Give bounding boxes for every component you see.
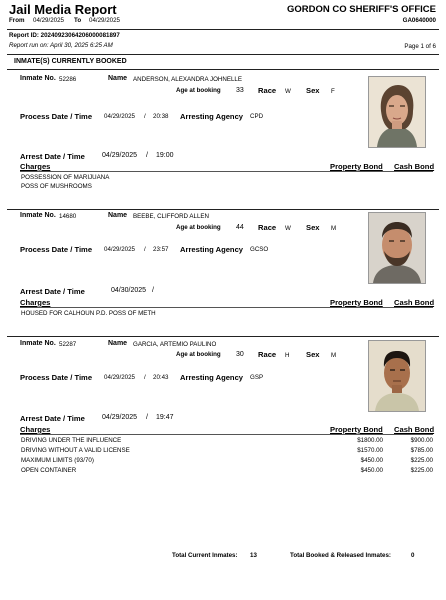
arresting-label: Arresting Agency [180, 373, 244, 382]
cash-bond-header: Cash Bond [394, 298, 435, 307]
charges-divider [20, 434, 433, 435]
record-divider [7, 209, 439, 210]
total-current-label: Total Current Inmates: [172, 552, 238, 559]
cash-bond-header: Cash Bond [394, 162, 435, 171]
charges-header: Charges [20, 425, 51, 434]
arrest-time: 19:00 [156, 152, 174, 159]
arrest-label: Arrest Date / Time [20, 414, 85, 423]
inmate-no: 52287 [59, 341, 77, 348]
inmate-no-label: Inmate No. [20, 212, 56, 219]
sex-value: F [331, 88, 335, 95]
report-run-on: Report run on: April 30, 2025 6:25 AM [9, 42, 113, 49]
property-bond-value: $1800.00 [357, 437, 383, 444]
report-id: Report ID: 20240923064206000081897 [9, 32, 120, 39]
property-bond-value: $1570.00 [357, 447, 383, 454]
sex-label: Sex [306, 86, 320, 95]
race-label: Race [258, 223, 277, 232]
from-date: 04/29/2025 [33, 17, 64, 24]
section-divider-bottom [7, 69, 439, 70]
mugshot-photo [368, 76, 426, 148]
to-date: 04/29/2025 [89, 17, 120, 24]
property-bond-value: $450.00 [360, 457, 383, 464]
age-label: Age at booking [176, 224, 221, 231]
mugshot-photo [368, 340, 426, 412]
age-value: 33 [236, 87, 244, 94]
charge-desc: MAXIMUM LIMITS (93/70) [21, 457, 94, 464]
total-released-label: Total Booked & Released Inmates: [290, 552, 391, 559]
age-value: 30 [236, 351, 244, 358]
age-label: Age at booking [176, 87, 221, 94]
name-label: Name [108, 212, 128, 219]
name-label: Name [108, 340, 128, 347]
slash: / [152, 287, 154, 294]
to-label: To [74, 17, 82, 24]
sex-label: Sex [306, 350, 320, 359]
inmate-no: 52286 [59, 76, 77, 83]
agency-code: GA0640000 [402, 17, 436, 24]
inmate-name: ANDERSON, ALEXANDRA JOHNELLE [133, 76, 243, 83]
slash: / [146, 152, 148, 159]
slash: / [144, 113, 146, 120]
inmate-no-label: Inmate No. [20, 75, 56, 82]
property-bond-header: Property Bond [330, 425, 383, 434]
charge-desc: DRIVING WITHOUT A VALID LICENSE [21, 447, 130, 454]
race-label: Race [258, 86, 277, 95]
page-number: Page 1 of 6 [404, 43, 436, 50]
charge-desc: DRIVING UNDER THE INFLUENCE [21, 437, 122, 444]
charges-divider [20, 171, 433, 172]
from-label: From [9, 17, 25, 24]
section-title: INMATE(S) CURRENTLY BOOKED [14, 58, 127, 65]
arresting-agency: GSP [250, 374, 264, 381]
cash-bond-value: $900.00 [410, 437, 433, 444]
slash: / [144, 374, 146, 381]
age-label: Age at booking [176, 351, 221, 358]
process-label: Process Date / Time [20, 112, 93, 121]
age-value: 44 [236, 224, 244, 231]
process-date: 04/29/2025 [104, 374, 135, 381]
arresting-label: Arresting Agency [180, 112, 244, 121]
race-value: H [285, 352, 290, 359]
inmate-name: BEEBE, CLIFFORD ALLEN [133, 213, 209, 220]
total-released-value: 0 [411, 552, 415, 559]
slash: / [144, 246, 146, 253]
sex-value: M [331, 352, 337, 359]
section-divider-top [7, 54, 439, 55]
total-current-value: 13 [250, 552, 257, 559]
arrest-date: 04/29/2025 [102, 414, 138, 421]
mugshot-photo [368, 212, 426, 284]
process-time: 20:38 [153, 113, 169, 120]
charges-divider [20, 307, 433, 308]
arrest-date: 04/29/2025 [102, 152, 138, 159]
cash-bond-value: $225.00 [410, 457, 433, 464]
property-bond-header: Property Bond [330, 298, 383, 307]
slash: / [146, 414, 148, 421]
charge-desc: HOUSED FOR CALHOUN P.D. POSS OF METH [21, 310, 156, 317]
process-time: 23:57 [153, 246, 169, 253]
race-label: Race [258, 350, 277, 359]
record-divider [7, 336, 439, 337]
arresting-agency: CPD [250, 113, 264, 120]
arresting-agency: GCSO [250, 246, 269, 253]
inmate-no: 14680 [59, 213, 77, 220]
process-label: Process Date / Time [20, 245, 93, 254]
charge-desc: POSSESSION OF MARIJUANA [21, 174, 110, 181]
header-divider [7, 29, 439, 30]
sex-value: M [331, 225, 337, 232]
charges-header: Charges [20, 298, 51, 307]
arrest-time: 19:47 [156, 414, 174, 421]
cash-bond-value: $225.00 [410, 467, 433, 474]
process-label: Process Date / Time [20, 373, 93, 382]
agency-name: GORDON CO SHERIFF'S OFFICE [287, 4, 436, 15]
charge-desc: OPEN CONTAINER [21, 467, 77, 474]
property-bond-value: $450.00 [360, 467, 383, 474]
charge-desc: POSS OF MUSHROOMS [21, 183, 92, 190]
process-date: 04/29/2025 [104, 246, 135, 253]
arrest-label: Arrest Date / Time [20, 152, 85, 161]
name-label: Name [108, 75, 128, 82]
cash-bond-value: $785.00 [410, 447, 433, 454]
sex-label: Sex [306, 223, 320, 232]
arresting-label: Arresting Agency [180, 245, 244, 254]
arrest-label: Arrest Date / Time [20, 287, 85, 296]
race-value: W [285, 225, 291, 232]
inmate-no-label: Inmate No. [20, 340, 56, 347]
process-time: 20:43 [153, 374, 169, 381]
inmate-name: GARCIA, ARTEMIO PAULINO [133, 341, 217, 348]
property-bond-header: Property Bond [330, 162, 383, 171]
report-title: Jail Media Report [9, 2, 117, 17]
process-date: 04/29/2025 [104, 113, 135, 120]
arrest-date: 04/30/2025 [111, 287, 147, 294]
charges-header: Charges [20, 162, 51, 171]
cash-bond-header: Cash Bond [394, 425, 435, 434]
race-value: W [285, 88, 291, 95]
